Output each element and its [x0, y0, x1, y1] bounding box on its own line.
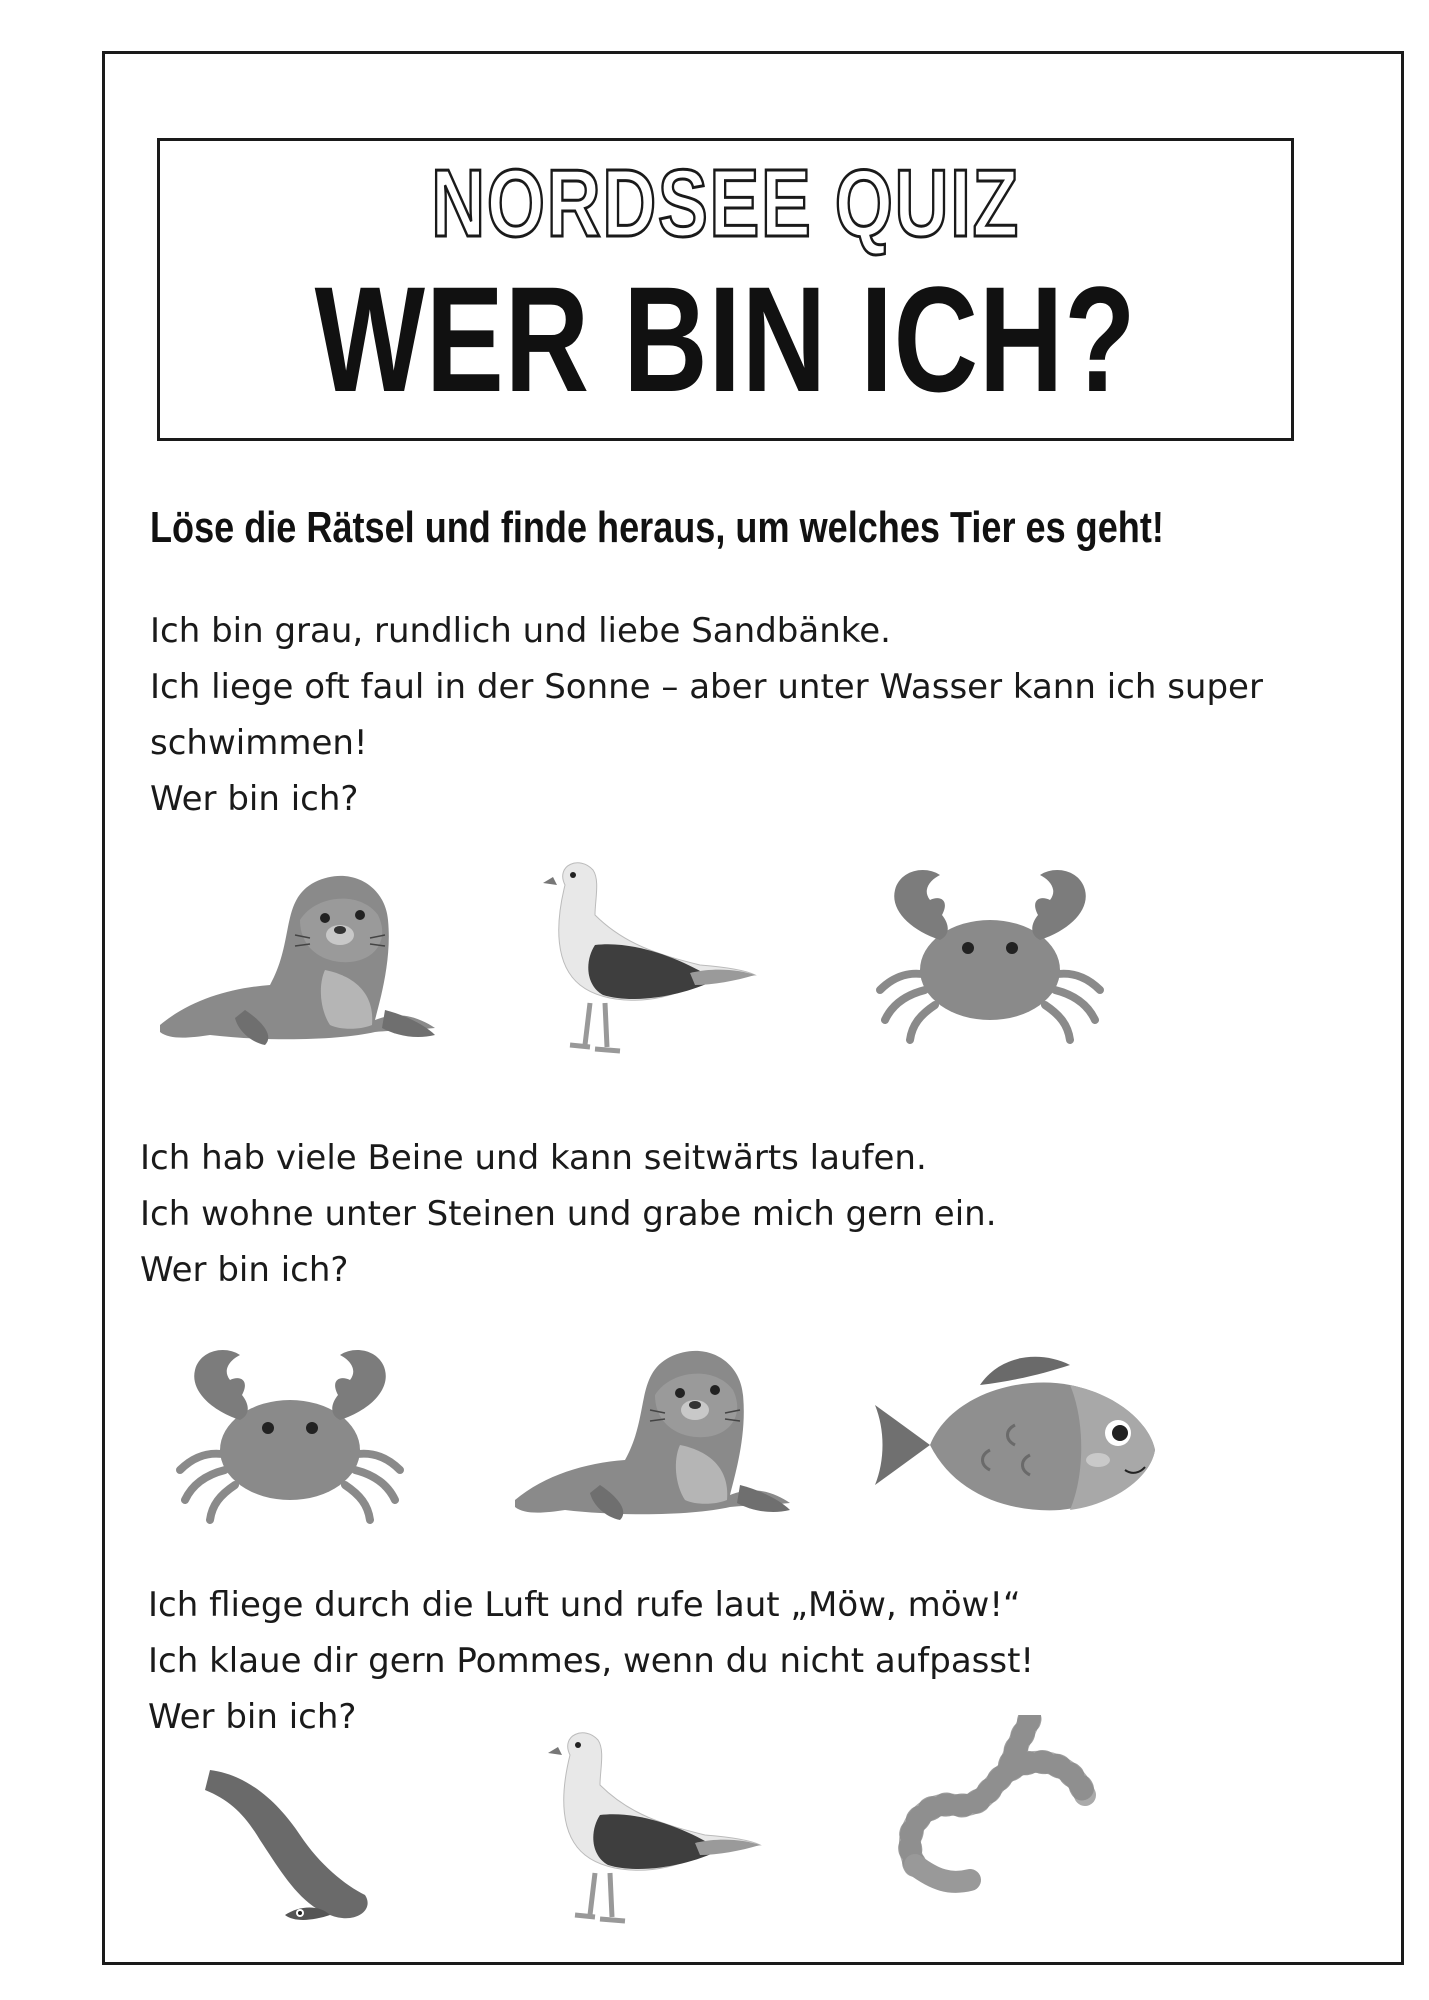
- riddle-line: Ich hab viele Beine und kann seitwärts laufen.: [140, 1138, 927, 1178]
- riddle-line: Ich fliege durch die Luft und rufe laut „Möw, möw!“: [148, 1585, 1021, 1625]
- riddle-line: Ich wohne unter Steinen und grabe mich gern ein.: [140, 1194, 997, 1234]
- worm-icon[interactable]: [880, 1715, 1110, 1905]
- crab-icon[interactable]: [150, 1340, 430, 1530]
- fish-icon[interactable]: [870, 1345, 1160, 1525]
- riddle-line: Ich klaue dir gern Pommes, wenn du nicht aufpasst!: [148, 1641, 1035, 1681]
- riddle-line: Wer bin ich?: [150, 779, 359, 819]
- instruction-text: Löse die Rätsel und finde heraus, um welches Tier es geht!: [150, 503, 1164, 552]
- riddle-line: schwimmen!: [150, 723, 368, 763]
- seagull-icon[interactable]: [490, 1725, 780, 1935]
- riddle-2-text: [140, 1130, 997, 1298]
- riddle-line: Ich liege oft faul in der Sonne – aber unter Wasser kann ich super: [150, 667, 1263, 707]
- riddle-line: Wer bin ich?: [140, 1250, 349, 1290]
- page-title: WER BIN ICH?: [314, 255, 1137, 423]
- riddle-line: Wer bin ich?: [148, 1697, 357, 1737]
- riddle-1-text: [150, 603, 1263, 827]
- eel-icon[interactable]: [190, 1755, 390, 1940]
- crab-icon[interactable]: [850, 860, 1130, 1050]
- seal-icon[interactable]: [150, 860, 445, 1060]
- riddle-line: Ich bin grau, rundlich und liebe Sandbänke.: [150, 611, 891, 651]
- title-box: [157, 138, 1294, 441]
- quiz-subtitle: NORDSEE QUIZ: [431, 150, 1020, 257]
- seagull-icon[interactable]: [485, 855, 775, 1065]
- seal-icon[interactable]: [505, 1335, 800, 1535]
